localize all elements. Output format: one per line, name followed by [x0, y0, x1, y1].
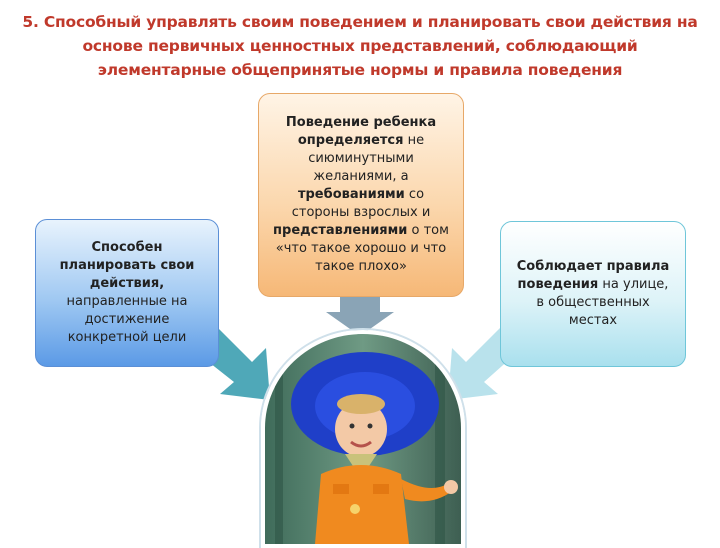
center-box-normal-2: со стороны взрослых и: [291, 187, 431, 220]
title-line-3: элементарные общепринятые нормы и правила поведения: [97, 61, 623, 79]
right-box-text: [515, 258, 671, 330]
right-box: [500, 221, 686, 367]
center-box: [258, 93, 464, 297]
center-box-bold-3: представлениями: [273, 223, 408, 238]
left-box-bold: Способен планировать свои действия,: [59, 240, 195, 291]
center-box-text: [271, 114, 451, 276]
center-box-bold-2: требованиями: [297, 187, 405, 202]
title-line-2: основе первичных ценностных представлений, соблюдающий: [82, 37, 638, 55]
center-box-bold-1: Поведение ребенка определяется: [285, 115, 437, 148]
right-box-normal: на улице, в общественных местах: [536, 277, 669, 328]
right-box-bold: Соблюдает правила поведения: [516, 259, 670, 292]
center-box-normal-3: о том «что такое хорошо и что такое плохо»: [275, 223, 449, 274]
left-box-text: [54, 239, 200, 347]
child-photo: [261, 330, 465, 548]
title-line-1: 5. Способный управлять своим поведением и планировать свои действия на: [22, 13, 698, 31]
child-photo-illustration: [265, 334, 461, 544]
left-box: [35, 219, 219, 367]
center-box-normal-1: не сиюминутными желаниями, а: [308, 133, 425, 184]
left-box-normal: направленные на достижение конкретной цели: [66, 294, 188, 345]
